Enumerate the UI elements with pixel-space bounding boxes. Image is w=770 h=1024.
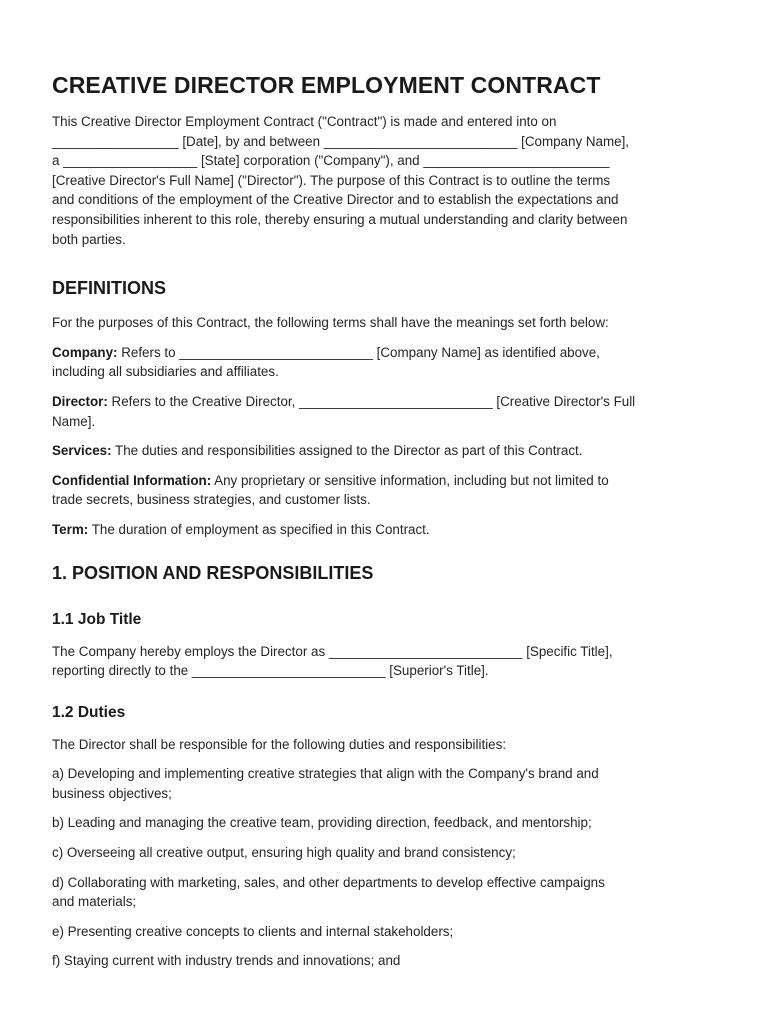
duty-item-b: b) Leading and managing the creative team, providing direction, feedback, and mentorship; [52, 815, 592, 831]
duty-item-c: c) Overseeing all creative output, ensuring high quality and brand consistency; [52, 845, 516, 861]
duties-lead: The Director shall be responsible for the following duties and responsibilities: [52, 736, 507, 752]
definition-services [52, 441, 720, 461]
duty-item-a [52, 764, 720, 803]
definition-text: Any proprietary or sensitive information, including but not limited to [211, 472, 609, 488]
job-title-heading: 1.1 Job Title [52, 610, 142, 628]
duty-item-e: e) Presenting creative concepts to clients and internal stakeholders; [52, 923, 454, 939]
intro-line: both parties. [52, 231, 126, 247]
duty-text: a) Developing and implementing creative strategies that align with the Company's brand and [52, 766, 599, 782]
duties-heading: 1.2 Duties [52, 703, 126, 721]
definition-text: Refers to the Creative Director, __________________________ [Creative Director's Full [107, 393, 636, 409]
definition-company [52, 343, 720, 382]
document-title: CREATIVE DIRECTOR EMPLOYMENT CONTRACT [52, 72, 601, 98]
job-title-paragraph [52, 642, 720, 681]
definition-term: Director: [52, 393, 108, 409]
duty-text: business objectives; [52, 785, 172, 801]
definition-text: The duties and responsibilities assigned to the Director as part of this Contract. [111, 443, 583, 459]
duty-item-d [52, 873, 720, 912]
definition-text: The duration of employment as specified in this Contract. [88, 521, 430, 537]
definition-text: including all subsidiaries and affiliates. [52, 364, 279, 380]
definition-term: Term: [52, 521, 89, 537]
intro-line: [Creative Director's Full Name] ("Director"). The purpose of this Contract is to outline the terms [52, 172, 611, 188]
definitions-lead: For the purposes of this Contract, the following terms shall have the meanings set forth below: [52, 315, 609, 331]
intro-line: responsibilities inherent to this role, thereby ensuring a mutual understanding and clarity between [52, 211, 628, 227]
position-heading: 1. POSITION AND RESPONSIBILITIES [52, 562, 374, 583]
definition-term-entry [52, 520, 720, 540]
intro-line: This Creative Director Employment Contract ("Contract") is made and entered into on [52, 114, 557, 129]
job-title-line: reporting directly to the __________________________ [Superior's Title]. [52, 663, 489, 679]
definition-term: Confidential Information: [52, 472, 212, 488]
definition-term: Company: [52, 344, 118, 360]
intro-paragraph [52, 112, 720, 249]
definition-text: Name]. [52, 413, 96, 429]
definition-text: trade secrets, business strategies, and customer lists. [52, 492, 371, 508]
definition-term: Services: [52, 443, 112, 459]
intro-line: a __________________ [State] corporation ("Company"), and _________________________ [52, 153, 610, 169]
intro-line: and conditions of the employment of the Creative Director and to establish the expectations and [52, 192, 619, 208]
definition-director [52, 392, 720, 431]
definitions-heading: DEFINITIONS [52, 278, 167, 299]
definition-text: Refers to __________________________ [Company Name] as identified above, [117, 344, 600, 360]
intro-line: _________________ [Date], by and between __________________________ [Company Name], [52, 133, 630, 149]
job-title-line: The Company hereby employs the Director as __________________________ [Specific Title], [52, 643, 613, 659]
duty-item-f: f) Staying current with industry trends and innovations; and [52, 953, 401, 969]
duty-text: and materials; [52, 894, 137, 910]
duty-text: d) Collaborating with marketing, sales, and other departments to develop effective campaigns [52, 874, 605, 890]
definition-confidential-information [52, 471, 720, 510]
